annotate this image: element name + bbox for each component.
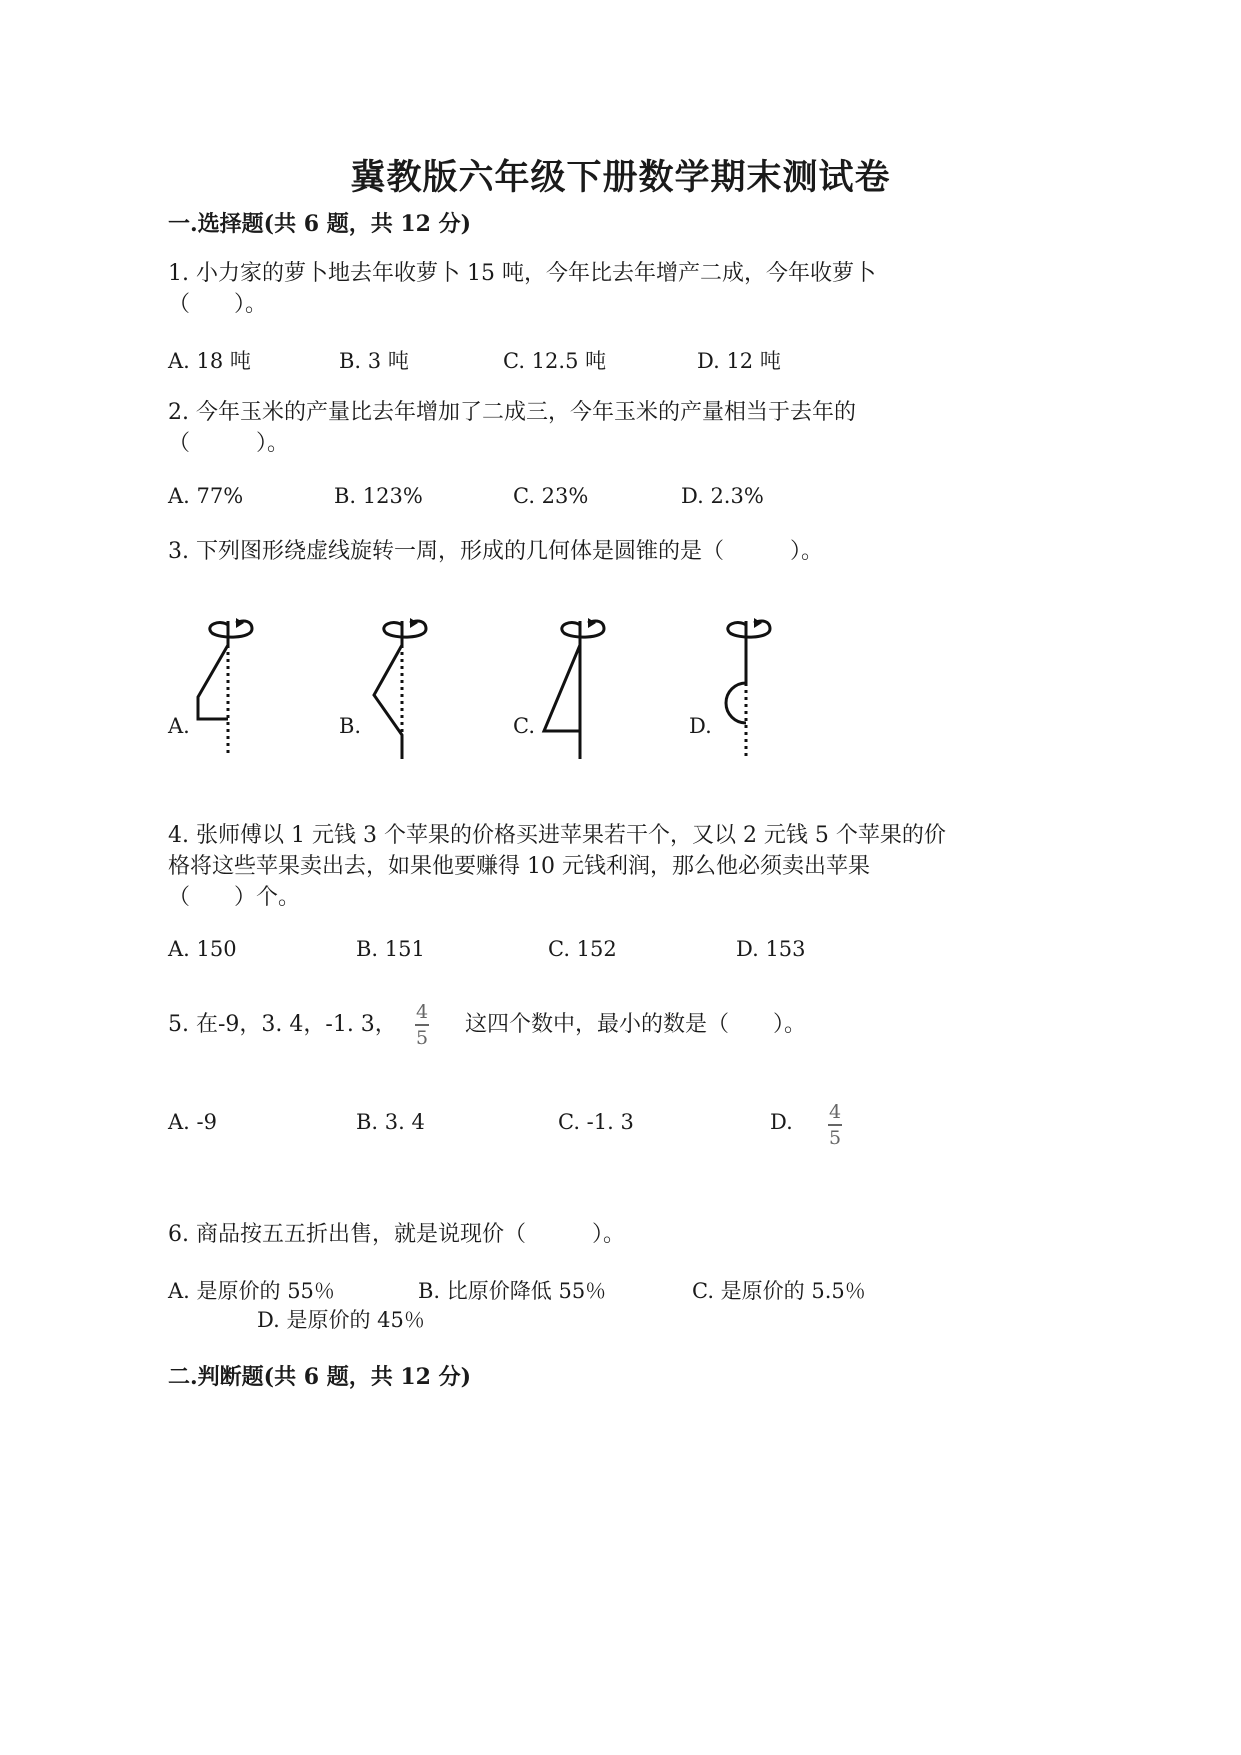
question-3-option-a: A. <box>168 714 190 738</box>
question-1-option-b: B. 3 吨 <box>339 349 409 373</box>
question-4-option-b: B. 151 <box>356 937 425 961</box>
question-6-option-b: B. 比原价降低 55％ <box>418 1279 607 1303</box>
question-2-option-d: D. 2.3% <box>681 484 764 508</box>
question-1-option-c: C. 12.5 吨 <box>503 349 607 373</box>
fraction-numerator: 4 <box>828 1101 842 1123</box>
question-2-line2: （ ）。 <box>168 431 290 456</box>
question-2-option-a: A. 77% <box>168 484 244 508</box>
page-title: 冀教版六年级下册数学期末测试卷 <box>350 157 891 198</box>
question-1-option-a: A. 18 吨 <box>168 349 251 373</box>
question-5-option-a: A. -9 <box>168 1110 217 1134</box>
question-2-line1: 2. 今年玉米的产量比去年增加了二成三，今年玉米的产量相当于去年的 <box>168 400 856 425</box>
rotation-figure-c <box>540 615 620 760</box>
section-heading-choice: 一.选择题(共 6 题，共 12 分) <box>168 211 472 237</box>
question-5-fraction <box>410 1002 434 1048</box>
question-2-option-b: B. 123% <box>334 484 423 508</box>
question-1-line1: 1. 小力家的萝卜地去年收萝卜 15 吨，今年比去年增产二成，今年收萝卜 <box>168 261 876 286</box>
question-5-option-d-fraction <box>823 1102 847 1148</box>
question-3-option-c: C. <box>513 714 535 738</box>
question-5-option-c: C. -1. 3 <box>558 1110 634 1134</box>
question-4-line3: （ ）个。 <box>168 885 301 910</box>
rotation-figure-b <box>364 615 444 760</box>
question-6-option-a: A. 是原价的 55％ <box>168 1279 335 1303</box>
fraction-denominator: 5 <box>828 1126 842 1149</box>
question-4-option-a: A. 150 <box>168 937 237 961</box>
question-4-line1: 4. 张师傅以 1 元钱 3 个苹果的价格买进苹果若干个，又以 2 元钱 5 个苹果的价 <box>168 823 946 848</box>
rotation-figure-d <box>716 615 796 760</box>
question-5-option-d: D. <box>770 1110 793 1134</box>
rotation-figure-a <box>190 615 270 760</box>
question-1-line2: （ ）。 <box>168 292 268 317</box>
question-4-option-d: D. 153 <box>736 937 806 961</box>
question-1-option-d: D. 12 吨 <box>697 349 781 373</box>
section-heading-judgment: 二.判断题(共 6 题，共 12 分) <box>168 1364 472 1390</box>
question-4-line2: 格将这些苹果卖出去，如果他要赚得 10 元钱利润，那么他必须卖出苹果 <box>168 854 870 879</box>
question-4-option-c: C. 152 <box>548 937 617 961</box>
question-3-option-b: B. <box>339 714 362 738</box>
question-2-option-c: C. 23% <box>513 484 589 508</box>
question-3-line1: 3. 下列图形绕虚线旋转一周，形成的几何体是圆锥的是（ ）。 <box>168 539 823 564</box>
question-5-suffix: 这四个数中，最小的数是（ ）。 <box>465 1012 807 1037</box>
fraction-numerator: 4 <box>415 1001 429 1023</box>
question-6-option-c: C. 是原价的 5.5％ <box>692 1279 866 1303</box>
question-5-prefix: 5. 在-9，3. 4，-1. 3， <box>168 1012 397 1037</box>
question-6-line1: 6. 商品按五五折出售，就是说现价（ ）。 <box>168 1222 625 1247</box>
question-5-option-b: B. 3. 4 <box>356 1110 425 1134</box>
question-3-option-d: D. <box>689 714 712 738</box>
question-6-option-d: D. 是原价的 45％ <box>257 1308 425 1332</box>
fraction-denominator: 5 <box>415 1026 429 1049</box>
